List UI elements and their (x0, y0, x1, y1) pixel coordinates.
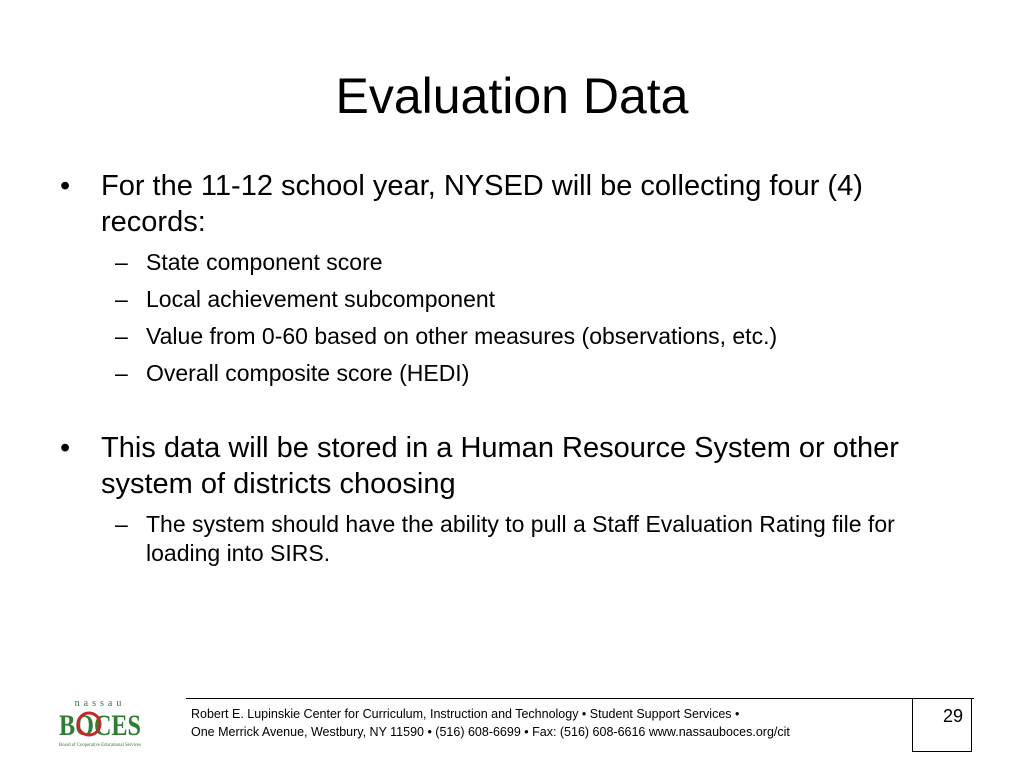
sub-bullet-text: The system should have the ability to pull a Staff Evaluation Rating file for loading into SIRS. (146, 511, 895, 566)
footer-line-1: Robert E. Lupinskie Center for Curriculum, Instruction and Technology • Student Support Services • (191, 707, 740, 721)
logo-main-text: BOCES (59, 709, 141, 742)
dash-marker: – (115, 323, 128, 349)
bullet-marker: • (60, 170, 71, 202)
footer-text (191, 705, 790, 741)
sub-bullet-item (60, 285, 970, 314)
sub-bullet-item (60, 322, 970, 351)
sub-bullet-item (60, 248, 970, 277)
bullet-item (60, 168, 970, 240)
bullet-marker: • (60, 432, 71, 464)
page-number-box (912, 698, 972, 752)
slide-title: Evaluation Data (335, 68, 689, 124)
dash-marker: – (115, 249, 128, 275)
bullet-item (60, 430, 970, 502)
bullet-text: For the 11-12 school year, NYSED will be collecting four (4) records: (101, 170, 863, 238)
page-number: 29 (942, 706, 963, 726)
bullet-text: This data will be stored in a Human Resource System or other system of districts choosing (101, 432, 899, 500)
footer-line-2: One Merrick Avenue, Westbury, NY 11590 • (516) 608-6699 • Fax: (516) 608-6616 www.nassauboces.org/cit (191, 725, 790, 739)
dash-marker: – (115, 511, 128, 537)
logo-top-text: nassau (74, 698, 126, 709)
logo-sub-text: Board of Cooperative Educational Services (59, 743, 142, 748)
dash-marker: – (115, 360, 128, 386)
slide-content (60, 168, 970, 568)
sub-bullet-item (60, 359, 970, 388)
sub-bullet-text: Value from 0-60 based on other measures (observations, etc.) (146, 323, 778, 349)
sub-bullet-text: Local achievement subcomponent (146, 286, 496, 312)
sub-bullet-item (60, 510, 970, 568)
boces-logo (55, 695, 145, 751)
dash-marker: – (115, 286, 128, 312)
footer-divider (186, 698, 974, 699)
sub-bullet-text: Overall composite score (HEDI) (146, 360, 470, 386)
sub-bullet-text: State component score (146, 249, 383, 275)
